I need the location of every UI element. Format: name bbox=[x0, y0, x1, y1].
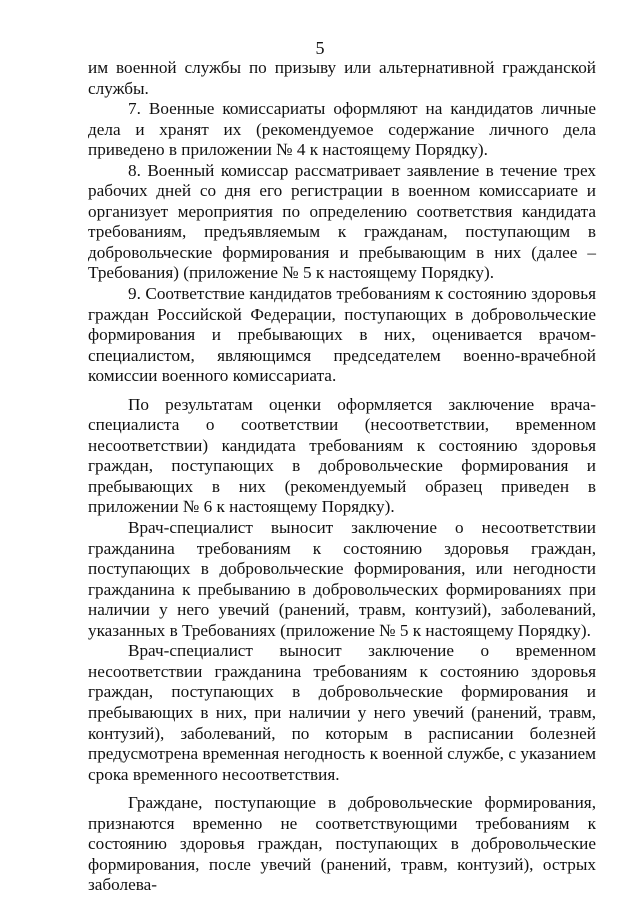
paragraph-7: 7. Военные комиссариаты оформляют на кандидатов личные дела и хранят их (рекомендуемое содержание личного дела приведено в приложении № 4 к настоящему Порядку). bbox=[88, 99, 596, 160]
paragraph-temporary-nonconformity: Врач-специалист выносит заключение о временном несоответствии гражданина требованиям к состоянию здоровья граждан, поступающих в добровольческие формирования и пребывающих в них, при наличии у него увечий (ранений, травм, контузий), заболеваний, по которым в расписании болезней предусмотрена временная негодность к военной службе, с указанием срока временного несоответствия. bbox=[88, 641, 596, 784]
paragraph-continuation: им военной службы по призыву или альтернативной гражданской службы. bbox=[88, 58, 596, 98]
paragraph-9: 9. Соответствие кандидатов требованиям к состоянию здоровья граждан Российской Федерации, поступающих в добровольческие формирования и пребывающих в них, оценивается врачом-специалистом, являющимся председателем военно-врачебной комиссии военного комиссариата. bbox=[88, 284, 596, 386]
document-body bbox=[88, 58, 596, 896]
paragraph-8: 8. Военный комиссар рассматривает заявление в течение трех рабочих дней со дня его регистрации в военном комиссариате и организует мероприятия по определению соответствия кандидата требованиям, предъявляемым к гражданам, поступающим в добровольческие формирования и пребывающим в них (далее – Требования) (приложение № 5 к настоящему Порядку). bbox=[88, 160, 596, 283]
paragraph-citizens: Граждане, поступающие в добровольческие формирования, признаются временно не соответствующими требованиям к состоянию здоровья граждан, поступающих в добровольческие формирования, после увечий (ранений, травм, контузий), острых заболева- bbox=[88, 793, 596, 895]
paragraph-assessment-result: По результатам оценки оформляется заключение врача-специалиста о соответствии (несоответствии, временном несоответствии) кандидата требованиям к состоянию здоровья граждан, поступающих в добровольческие формирования и пребывающих в них (рекомендуемый образец приведен в приложении № 6 к настоящему Порядку). bbox=[88, 394, 596, 517]
page-number: 5 bbox=[315, 38, 325, 58]
paragraph-nonconformity: Врач-специалист выносит заключение о несоответствии гражданина требованиям к состоянию здоровья граждан, поступающих в добровольческие формирования, или негодности гражданина к пребыванию в добровольческих формированиях при наличии у него увечий (ранений, травм, контузий), заболеваний, указанных в Требованиях (приложение № 5 к настоящему Порядку). bbox=[88, 518, 596, 640]
